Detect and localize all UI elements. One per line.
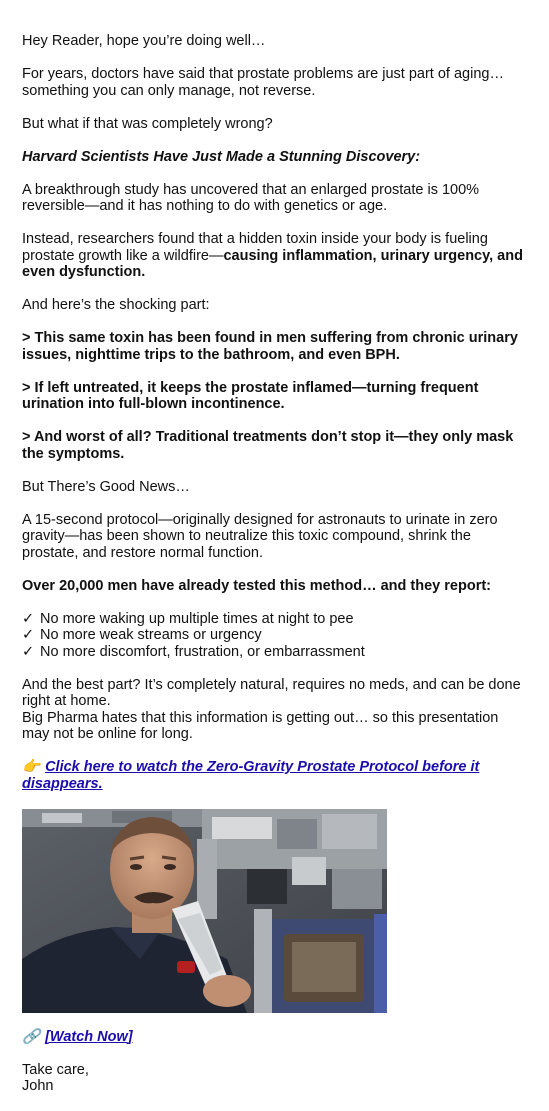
paragraph-toxin-text: Instead, researchers found that a hidden toxin inside your body is fueling prostate growth like a wildfire—	[22, 231, 488, 264]
bullet-toxin-found: > This same toxin has been found in men suffering from chronic urinary issues, nighttime trips to the bathroom, and even BPH.	[22, 330, 518, 363]
signoff: Take care,	[22, 1061, 89, 1078]
astronaut-photo[interactable]	[22, 809, 387, 1013]
paragraph-shocking: And here’s the shocking part:	[22, 297, 210, 313]
cta-paragraph	[22, 759, 527, 792]
signature: John	[22, 1078, 54, 1094]
headline: Harvard Scientists Have Just Made a Stunning Discovery:	[22, 148, 421, 165]
benefit-item	[22, 611, 527, 628]
watch-now-link[interactable]	[22, 1029, 133, 1045]
benefit-list	[22, 611, 527, 661]
email-body	[22, 33, 527, 1111]
benefit-text: No more discomfort, frustration, or embarrassment	[40, 643, 365, 660]
check-icon: ✓	[22, 643, 35, 660]
paragraph-years: For years, doctors have said that prostate problems are just part of aging… something you can only manage, not reverse.	[22, 66, 504, 99]
tested-heading: Over 20,000 men have already tested this method… and they report:	[22, 577, 491, 594]
link-icon: 🔗	[22, 1028, 41, 1045]
cta-link-text: Click here to watch the Zero-Gravity Prostate Protocol before it disappears.	[22, 759, 480, 792]
paragraph-wrong: But what if that was completely wrong?	[22, 115, 273, 132]
good-news: But There’s Good News…	[22, 478, 190, 495]
greeting: Hey Reader, hope you’re doing well…	[22, 33, 266, 49]
benefit-text: No more weak streams or urgency	[40, 627, 262, 643]
paragraph-protocol: A 15-second protocol—originally designed for astronauts to urinate in zero gravity—has been shown to neutralize this toxic compound, shrink the prostate, and restore normal function.	[22, 511, 498, 561]
bullet-worst: > And worst of all? Traditional treatments don’t stop it—they only mask the symptoms.	[22, 429, 514, 462]
check-icon: ✓	[22, 627, 35, 643]
benefit-text: No more waking up multiple times at night to pee	[40, 610, 354, 627]
paragraph-toxin	[22, 231, 527, 281]
watch-now-text: [Watch Now]	[45, 1028, 133, 1045]
watch-paragraph	[22, 1029, 527, 1046]
astronaut-photo-art	[22, 809, 387, 1013]
benefit-item	[22, 627, 527, 644]
paragraph-best: And the best part? It’s completely natural, requires no meds, and can be done right at home.	[22, 676, 521, 709]
pointing-hand-icon: 👉	[22, 759, 41, 775]
paragraph-study: A breakthrough study has uncovered that an enlarged prostate is 100% reversible—and it has nothing to do with genetics or age.	[22, 181, 480, 214]
benefit-item	[22, 644, 527, 661]
paragraph-pharma: Big Pharma hates that this information is getting out… so this presentation may not be online for long.	[22, 709, 499, 742]
paragraph-toxin-bold: causing inflammation, urinary urgency, and even dysfunction.	[22, 247, 523, 280]
cta-link[interactable]	[22, 759, 479, 792]
bullet-untreated: > If left untreated, it keeps the prostate inflamed—turning frequent urination into full-blown incontinence.	[22, 379, 479, 412]
check-icon: ✓	[22, 610, 35, 627]
